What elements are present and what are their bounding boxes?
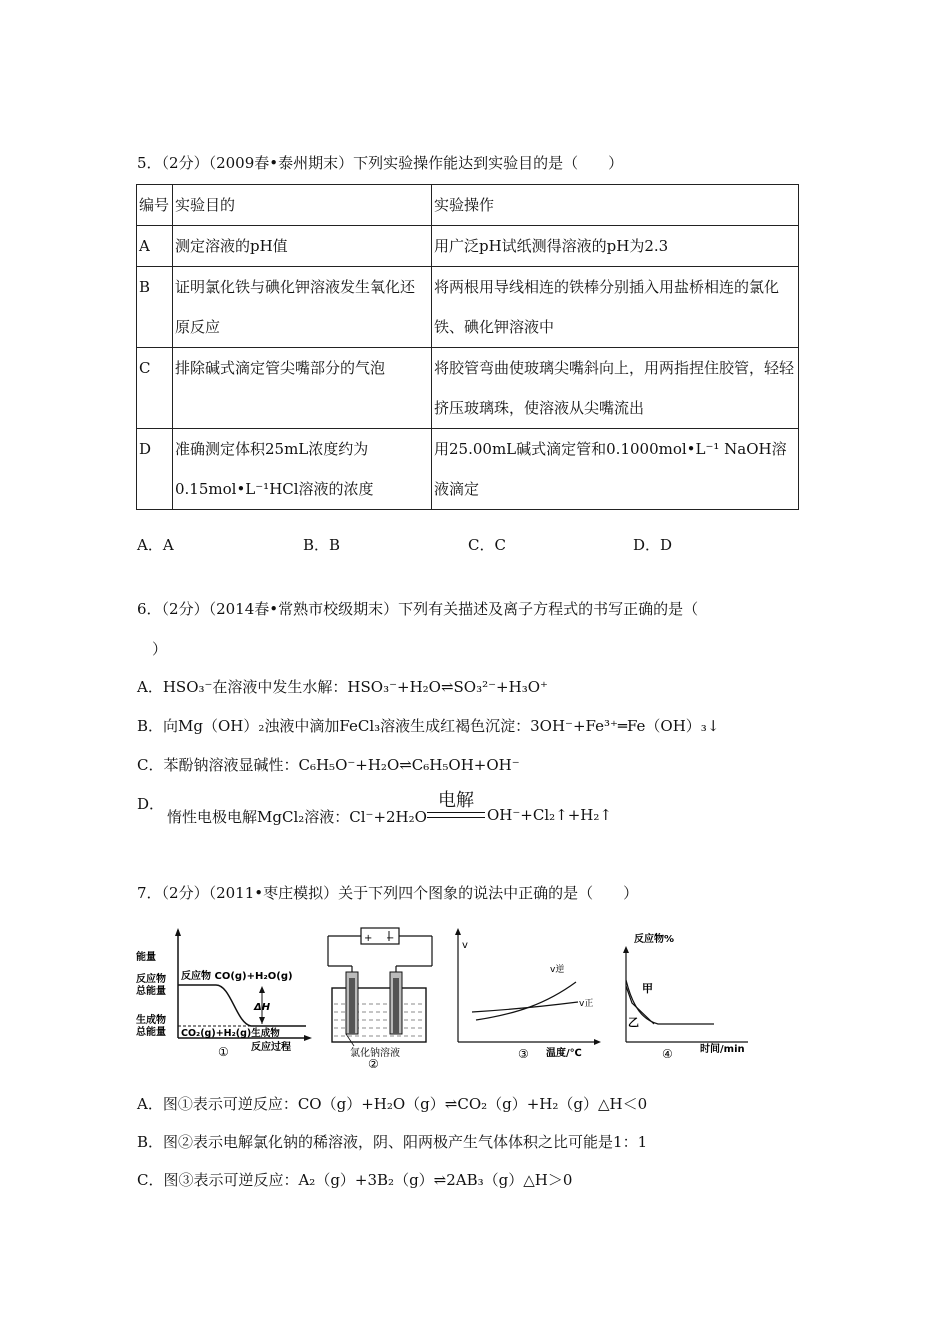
- table-row: [137, 226, 799, 267]
- fig4-xlabel: 时间/min: [700, 1044, 745, 1055]
- fig1-react-label1: 反应物: [136, 974, 166, 985]
- fig2-number: ②: [368, 1057, 379, 1068]
- choice-b[interactable]: B．B: [303, 536, 341, 554]
- fig3-v-reverse-curve: [476, 982, 576, 1020]
- row-op: 用25.00mL碱式滴定管和0.1000mol•L⁻¹ NaOH溶液滴定: [432, 429, 799, 510]
- q6-option-c[interactable]: C．苯酚钠溶液显碱性：C₆H₅O⁻+H₂O⇌C₆H₅OH+OH⁻: [137, 756, 520, 774]
- header-op: 实验操作: [432, 185, 799, 226]
- table-row: [137, 348, 799, 429]
- fig3-v-forward-curve: [472, 1002, 578, 1012]
- row-goal: 测定溶液的pH值: [173, 226, 432, 267]
- q5-stem: 5．（2分）（2009春•泰州期末）下列实验操作能达到实验目的是（ ）: [137, 154, 624, 172]
- q6-stem-line2: ）: [152, 640, 168, 658]
- equals-sign-icon: [427, 812, 485, 818]
- fig1-delta-h: ΔH: [254, 1002, 271, 1013]
- q7-option-a[interactable]: A．图①表示可逆反应：CO（g）+H₂O（g）⇌CO₂（g）+H₂（g）△H＜0: [137, 1095, 648, 1113]
- fig3-xlabel: 温度/℃: [546, 1048, 582, 1058]
- q7-stem: 7．（2分）（2011•枣庄模拟）关于下列四个图象的说法中正确的是（ ）: [137, 884, 639, 902]
- table-row: [137, 267, 799, 348]
- fig1-react-label2: 总能量: [136, 986, 166, 997]
- fig1-ylabel: 能量: [136, 952, 156, 963]
- row-goal: 证明氯化铁与碘化钾溶液发生氧化还原反应: [173, 267, 432, 348]
- row-op: 将胶管弯曲使玻璃尖嘴斜向上，用两指捏住胶管，轻轻挤压玻璃珠，使溶液从尖嘴流出: [432, 348, 799, 429]
- table-row: [137, 429, 799, 510]
- fig3-ylabel: v: [462, 940, 468, 951]
- figure-2-electrolysis-cell: [326, 926, 436, 1068]
- header-id: 编号: [137, 185, 173, 226]
- figure-1-energy-diagram: [136, 928, 316, 1058]
- q6-option-d-eq-left: 惰性电极电解MgCl₂溶液：Cl⁻+2H₂O: [167, 808, 427, 826]
- q6-option-a[interactable]: A．HSO₃⁻在溶液中发生水解：HSO₃⁻+H₂O⇌SO₃²⁻+H₃O⁺: [137, 678, 548, 696]
- fig1-xlabel: 反应过程: [251, 1042, 291, 1053]
- fig2-plus: +: [364, 933, 373, 944]
- row-id: A: [137, 226, 173, 267]
- q6-option-d-label[interactable]: D．: [137, 795, 165, 813]
- fig1-prod-label2: 总能量: [136, 1027, 166, 1038]
- choice-d[interactable]: D．D: [633, 536, 673, 554]
- fig1-prod-label1: 生成物: [136, 1015, 166, 1026]
- fig3-v-forward-label: v正: [579, 999, 594, 1009]
- choice-c[interactable]: C．C: [468, 536, 506, 554]
- row-op: 将两根用导线相连的铁棒分别插入用盐桥相连的氯化铁、碘化钾溶液中: [432, 267, 799, 348]
- q7-option-c[interactable]: C．图③表示可逆反应：A₂（g）+3B₂（g）⇌2AB₃（g）△H＞0: [137, 1171, 573, 1189]
- fig4-curve-a: [626, 980, 714, 1024]
- q6-stem-line1: 6．（2分）（2014春•常熟市校级期末）下列有关描述及离子方程式的书写正确的是（: [137, 600, 699, 618]
- fig1-react-text: 反应物 CO(g)+H₂O(g): [181, 971, 293, 982]
- figure-3-rate-temperature: [446, 928, 606, 1058]
- row-goal: 排除碱式滴定管尖嘴部分的气泡: [173, 348, 432, 429]
- header-goal: 实验目的: [173, 185, 432, 226]
- figure-4-reactant-time: [618, 928, 753, 1058]
- row-id: D: [137, 429, 173, 510]
- q7-option-b[interactable]: B．图②表示电解氯化钠的稀溶液，阴、阳两极产生气体体积之比可能是1：1: [137, 1133, 648, 1151]
- q6-option-d-eq-right: OH⁻+Cl₂↑+H₂↑: [487, 806, 612, 824]
- fig2-minus: −: [386, 933, 395, 944]
- fig3-number: ③: [518, 1047, 529, 1058]
- fig4-label-a: 甲: [642, 982, 653, 995]
- fig2-label: 氯化钠溶液: [350, 1048, 400, 1059]
- fig4-ylabel: 反应物%: [634, 934, 675, 945]
- row-id: B: [137, 267, 173, 348]
- q6-option-d-condition: 电解: [438, 790, 474, 811]
- fig4-label-b: 乙: [628, 1016, 639, 1029]
- fig1-number: ①: [218, 1045, 229, 1058]
- row-id: C: [137, 348, 173, 429]
- q6-option-b[interactable]: B．向Mg（OH）₂浊液中滴加FeCl₃溶液生成红褐色沉淀：3OH⁻+Fe³⁺═Fe（OH）₃↓: [137, 717, 720, 735]
- row-goal: 准确测定体积25mL浓度约为0.15mol•L⁻¹HCl溶液的浓度: [173, 429, 432, 510]
- table-header-row: [137, 185, 799, 226]
- fig4-number: ④: [662, 1047, 673, 1058]
- q5-table: [136, 184, 799, 510]
- fig3-v-reverse-label: v逆: [550, 965, 565, 975]
- row-op: 用广泛pH试纸测得溶液的pH为2.3: [432, 226, 799, 267]
- fig1-prod-text: CO₂(g)+H₂(g)生成物: [181, 1028, 280, 1039]
- choice-a[interactable]: A．A: [137, 536, 174, 554]
